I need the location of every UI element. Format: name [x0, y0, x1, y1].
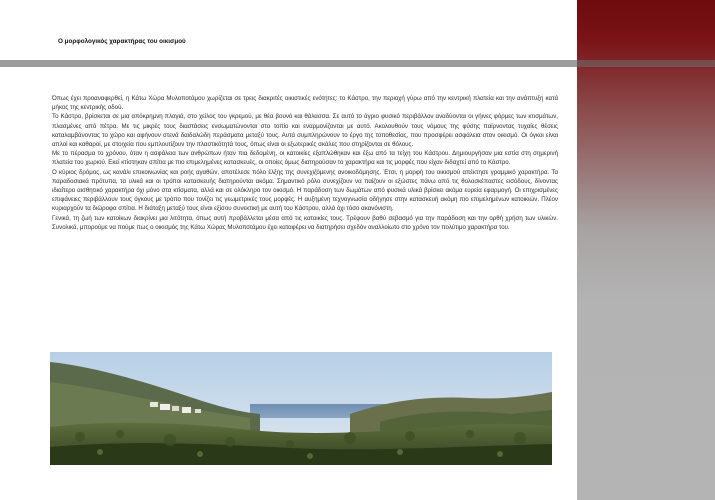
paragraph-2: Το Κάστρο, βρίσκεται σε μια απόκρημνη πλαγιά, στο χείλος του γκρεμού, με θέα βουνό και θάλασσα. Σε αυτό το άγριο φυσικό περιβάλλον αναδύονται οι γήινες φόρμες των κτισμάτων, πλασμένες από πέτρα. Με τις μικρές τους διαστάσεις ενσωματώνονται στο τοπίο και εναρμονίζονται με αυτό. Ακολουθούν τους νόμους της φύσης παίρνοντας τυχαίες θέσεις καταλαμβάνοντας το χώρο και αφήνουν στενά δαιδαλώδη περάσματα μεταξύ τους. Αυτά συμπληρώνουν το έργο της τοποθεσίας, που προσφέρει ασφάλεια στον οικισμό. Οι όγκοι είναι απλοί και καθαροί, με στοιχεία που εμπλουτίζουν την πλαστικότητά τους, όπως είναι οι εξωτερικές σκάλες που στηρίζονται σε θόλους.	[52, 113, 558, 149]
paragraph-4: Ο κύριος δρόμος, ως κανάλι επικοινωνίας και ροής αγαθών, αποτέλεσε πόλο έλξης της συνεχιζόμενης ανοικοδόμησης. Έτσι, η μορφή του οικισμού απέκτησε γραμμικό χαρακτήρα. Τα παραδοσιακά πρότυπα, τα υλικά και οι τρόποι κατασκευής διατηρούνται ακόμα. Σημαντικό ρόλο συνεχίζουν να παίζουν οι εξώστες πάνω από τις θολοσκέπαστες εισόδους, δίνοντας ιδιαίτερο αισθητικό χαρακτήρα όχι μόνο στα κτίσματα, αλλά και σε ολόκληρο τον οικισμό. Η παράδοση των δωμάτων από φυσικά υλικά βρίσκει ακόμα ευρεία εφαρμογή. Οι επιχρισμένες επιφάνειες περιβάλλουν τους όγκους με τρόπο που τονίζει τις γεωμετρικές τους μορφές. Η αυξημένη τεχνογνωσία οδήγησε στην κατασκευή ακόμη πιο επιμελημένων κατοικιών. Πλέον κυριαρχούν τα διώροφα σπίτια. Η διάταξη μεταξύ τους είναι εξίσου συνεκτική με αυτή του Κάστρου, αλλά όχι τόσο ακανόνιστη.	[52, 168, 558, 213]
panorama-photo	[50, 352, 552, 465]
body-text	[52, 94, 558, 232]
paragraph-3: Με το πέρασμα το χρόνου, όταν η ασφάλεια των ανθρώπων ήταν πια δεδομένη, οι κατοικίες εξαπλώθηκαν και έξω από τα τείχη του Κάστρου. Δημιουργήσαν μια εστία στη σημερινή πλατεία του χωριού. Εκεί κτίστηκαν σπίτια με πιο επιμελημένες κατασκευές, οι οποίες όμως διατηρούσαν το χαρακτήρα και τις μορφές που είχαν διδαχτεί από το Κάστρο.	[52, 150, 558, 167]
page-title: Ο μορφολογικός χαρακτήρας του οικισμού	[58, 38, 186, 45]
side-accent-column	[577, 0, 715, 500]
header-divider-band	[0, 60, 577, 67]
paragraph-5: Γενικά, τη ζωή των κατοίκων διακρίνει μια λιτότητα, όπως αυτή προβάλλεται μέσα από τις κατοικίες τους. Τρέφουν βαθύ σεβασμό για την παράδοση και την ορθή χρήση των υλικών. Συνολικά, μπορούμε να πούμε πως ο οικισμός της Κάτω Χώρας Μυλοποτάμου έχει καταφέρει να διατηρήσει σχεδόν αναλλοίωτο στο χρόνο τον πολύτιμο χαρακτήρα του.	[52, 214, 558, 231]
paragraph-1: Όπως έχει προαναφερθεί, η Κάτω Χώρα Μυλοποτάμου χωρίζεται σε τρεις διακριτές οικιστικές ενότητες: το Κάστρο, την περιοχή γύρω από την κεντρική πλατεία και την ανάπτυξη κατά μήκος της κεντρικής οδού.	[52, 95, 558, 112]
side-band-overlay	[577, 60, 715, 67]
